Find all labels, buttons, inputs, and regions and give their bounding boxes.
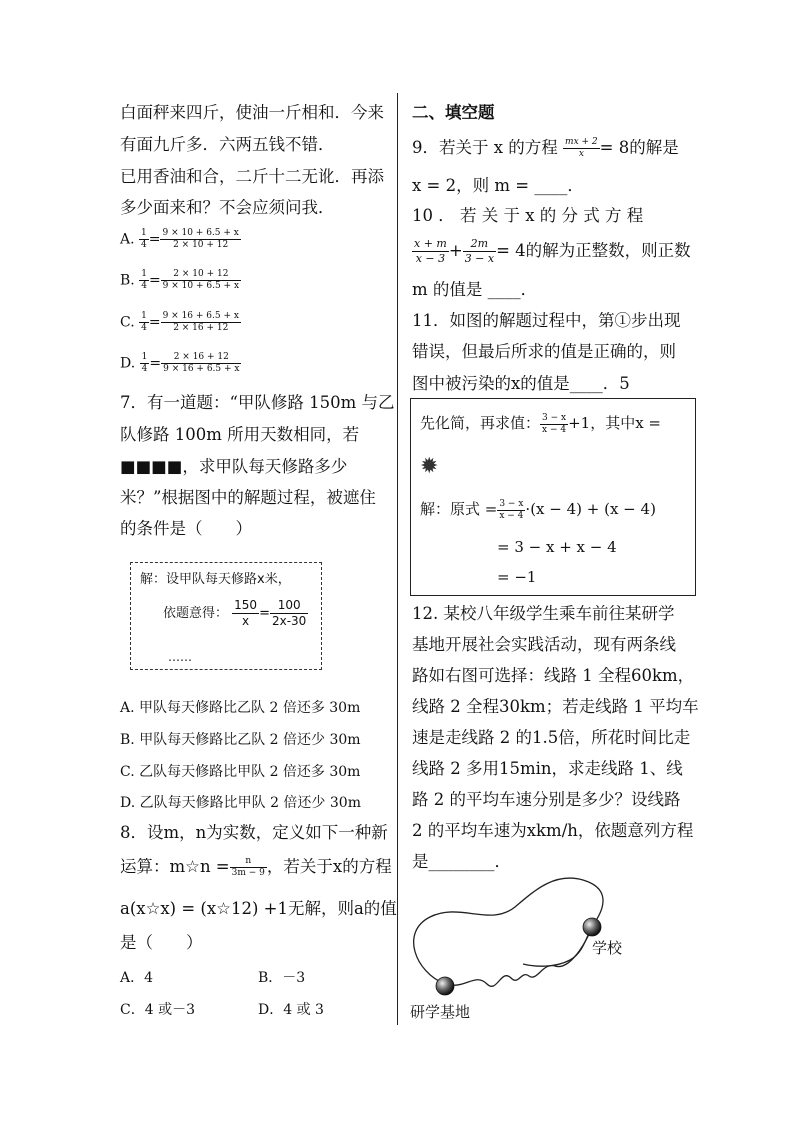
q7-option-d[interactable]: D. 乙队每天修路比甲队 2 倍还少 30m <box>120 795 361 811</box>
q7-line-3: ■■■■，求甲队每天修路多少 <box>120 457 348 476</box>
q9-text: 9．若关于 x 的方程 <box>412 138 558 157</box>
q10-line-1: 10 ． 若 关 于 x 的 分 式 方 程 <box>412 206 644 225</box>
q7-line-1: 7．有一道题：“甲队修路 150m 与乙 <box>120 393 395 412</box>
box-text: 解：原式 = <box>420 500 498 518</box>
q12-line-1: 12. 某校八年级学生乘车前往某研学 <box>412 604 675 623</box>
q12-line-4: 线路 2 全程30km；若走线路 1 平均车 <box>412 697 699 716</box>
q12-line-9: 是________． <box>412 852 511 871</box>
route-2-path <box>445 930 591 986</box>
q8-text: 运算：m☆n = <box>120 857 230 876</box>
stain-icon: ✹ <box>420 454 439 479</box>
school-label: 学校 <box>592 939 623 957</box>
fraction: $\frac{1}{4}$ <box>141 228 147 250</box>
q10-text: = 4的解为正整数，则正数 <box>496 241 691 260</box>
q11-box-line-2 <box>420 498 656 522</box>
q8-line-1: 8．设m，n为实数，定义如下一种新 <box>120 823 388 842</box>
q12-line-6: 线路 2 多用15min，求走线路 1、线 <box>412 759 683 778</box>
option-letter: C. <box>120 314 135 331</box>
option-letter: A. <box>120 231 135 248</box>
fraction: $\frac{1}{4}$ <box>141 269 147 291</box>
q8-line-2 <box>120 856 392 879</box>
option-letter: B. <box>120 272 135 289</box>
q8-option-c[interactable]: C．4 或－3 <box>120 1002 195 1018</box>
box-text: +1，其中x = <box>568 414 662 432</box>
section-title: 二、填空题 <box>412 103 495 122</box>
q8-option-d[interactable]: D．4 或 3 <box>258 1002 324 1018</box>
q6-option-c[interactable]: C. $\frac{1}{4}$ = $\frac{9 \times 16 + 6.5 + x}{2 \times 16 + 12}$ <box>120 311 239 333</box>
option-letter: D. <box>120 355 136 372</box>
equation-intro: 依题意得： <box>163 606 229 621</box>
base-label: 研学基地 <box>410 1003 471 1021</box>
q8-option-b[interactable]: B．－3 <box>258 970 306 986</box>
q6-option-b[interactable]: B. $\frac{1}{4}$ = $\frac{2 \times 10 + 12}{9 \times 10 + 6.5 + x}$ <box>120 269 240 291</box>
fraction: $\frac{mx + 2}{x}$ <box>565 137 598 159</box>
q10-line-3: m 的值是 ____． <box>412 280 538 299</box>
fraction: $\frac{150}{x}$ <box>234 598 258 628</box>
box-text: ·(x − 4) + (x − 4) <box>525 500 656 518</box>
q8-line-4: 是（ ） <box>120 933 203 952</box>
fraction: $\frac{n}{3m - 9}$ <box>231 856 265 878</box>
q11-line-1: 11．如图的解题过程中，第①步出现 <box>412 311 681 330</box>
fraction: $\frac{100}{2x-30}$ <box>271 598 307 628</box>
fraction: $\frac{3 - x}{x - 4}$ <box>542 412 567 435</box>
q7-line-4: 米？”根据图中的解题过程，被遮住 <box>120 488 376 507</box>
q8-option-a[interactable]: A．4 <box>120 970 154 986</box>
fraction: $\frac{x + m}{x - 3}$ <box>414 237 447 265</box>
fraction: $\frac{1}{4}$ <box>141 311 147 333</box>
q6-option-d[interactable]: D. $\frac{1}{4}$ = $\frac{2 \times 16 + 12}{9 \times 16 + 6.5 + x}$ <box>120 352 240 374</box>
q10-line-2: $\frac{x + m}{x - 3}$ + $\frac{2m}{3 - x}$ = 4的解为正整数，则正数 <box>414 237 691 265</box>
q7-line-2: 队修路 100m 所用天数相同，若 <box>120 425 360 444</box>
q7-box-equation: 依题意得： $\frac{150}{x}$ = $\frac{100}{2x-30}$ <box>163 598 307 628</box>
q12-line-2: 基地开展社会实践活动，现有两条线 <box>412 635 676 654</box>
q7-option-b[interactable]: B. 甲队每天修路比乙队 2 倍还少 30m <box>120 732 361 748</box>
fraction: $\frac{3 - x}{x - 4}$ <box>499 498 524 521</box>
q8-line-3: a(x☆x) = (x☆12) +1无解，则a的值 <box>120 899 397 918</box>
poem-line-1: 白面秤来四斤，使油一斤相和．今来 <box>120 103 384 122</box>
route-1-path <box>414 878 603 984</box>
fraction: $\frac{2 \times 10 + 12}{9 \times 10 + 6.5 + x}$ <box>162 269 240 291</box>
q12-line-7: 路 2 的平均车速分别是多少？设线路 <box>412 790 681 809</box>
q9-line-2: x = 2，则 m = ____． <box>412 176 584 195</box>
fraction: $\frac{9 \times 10 + 6.5 + x}{2 \times 10 + 12}$ <box>162 228 239 250</box>
poem-line-3: 已用香油和合，二斤十二无讹．再添 <box>120 167 384 186</box>
box-text: 先化简，再求值： <box>420 414 541 432</box>
fraction: $\frac{9 \times 16 + 6.5 + x}{2 \times 16 + 12}$ <box>162 311 239 333</box>
q8-text: ，若关于x的方程 <box>266 857 392 876</box>
q11-box-line-1 <box>420 412 661 436</box>
q6-option-a[interactable]: A. $\frac{1}{4}$ = $\frac{9 \times 10 + 6.5 + x}{2 \times 10 + 12}$ <box>120 228 239 250</box>
q12-line-5: 速是走线路 2 的1.5倍，所花时间比走 <box>412 728 691 747</box>
q12-line-3: 路如右图可选择：线路 1 全程60km， <box>412 666 695 685</box>
q9-line-1 <box>412 137 679 160</box>
q11-line-2: 错误，但最后所求的值是正确的，则 <box>412 342 676 361</box>
q7-box-line-1: 解：设甲队每天修路x米， <box>140 572 291 587</box>
school-marker-icon <box>583 918 601 936</box>
fraction: $\frac{1}{4}$ <box>141 352 148 374</box>
route-map-diagram <box>405 872 650 1022</box>
base-marker-icon <box>436 977 454 995</box>
q11-box-line-3: = 3 − x + x − 4 <box>497 538 617 556</box>
q11-box-line-4: = −1 <box>497 568 537 586</box>
fraction: $\frac{2m}{3 - x}$ <box>464 237 495 265</box>
column-divider <box>397 93 398 1025</box>
poem-line-4: 多少面来和？不会应须问我． <box>120 198 335 217</box>
q7-option-c[interactable]: C. 乙队每天修路比甲队 2 倍还多 30m <box>120 764 361 780</box>
q9-text: = 8的解是 <box>599 138 679 157</box>
q7-option-a[interactable]: A. 甲队每天修路比乙队 2 倍还多 30m <box>120 700 361 716</box>
q7-line-5: 的条件是（ ） <box>120 519 252 538</box>
poem-line-2: 有面九斤多．六两五钱不错． <box>120 135 335 154</box>
q12-line-8: 2 的平均车速为xkm/h，依题意列方程 <box>412 821 694 840</box>
q11-line-3: 图中被污染的x的值是____．5 <box>412 374 630 393</box>
fraction: $\frac{2 \times 16 + 12}{9 \times 16 + 6.5 + x}$ <box>163 352 240 374</box>
q7-box-dots: …… <box>168 650 192 664</box>
